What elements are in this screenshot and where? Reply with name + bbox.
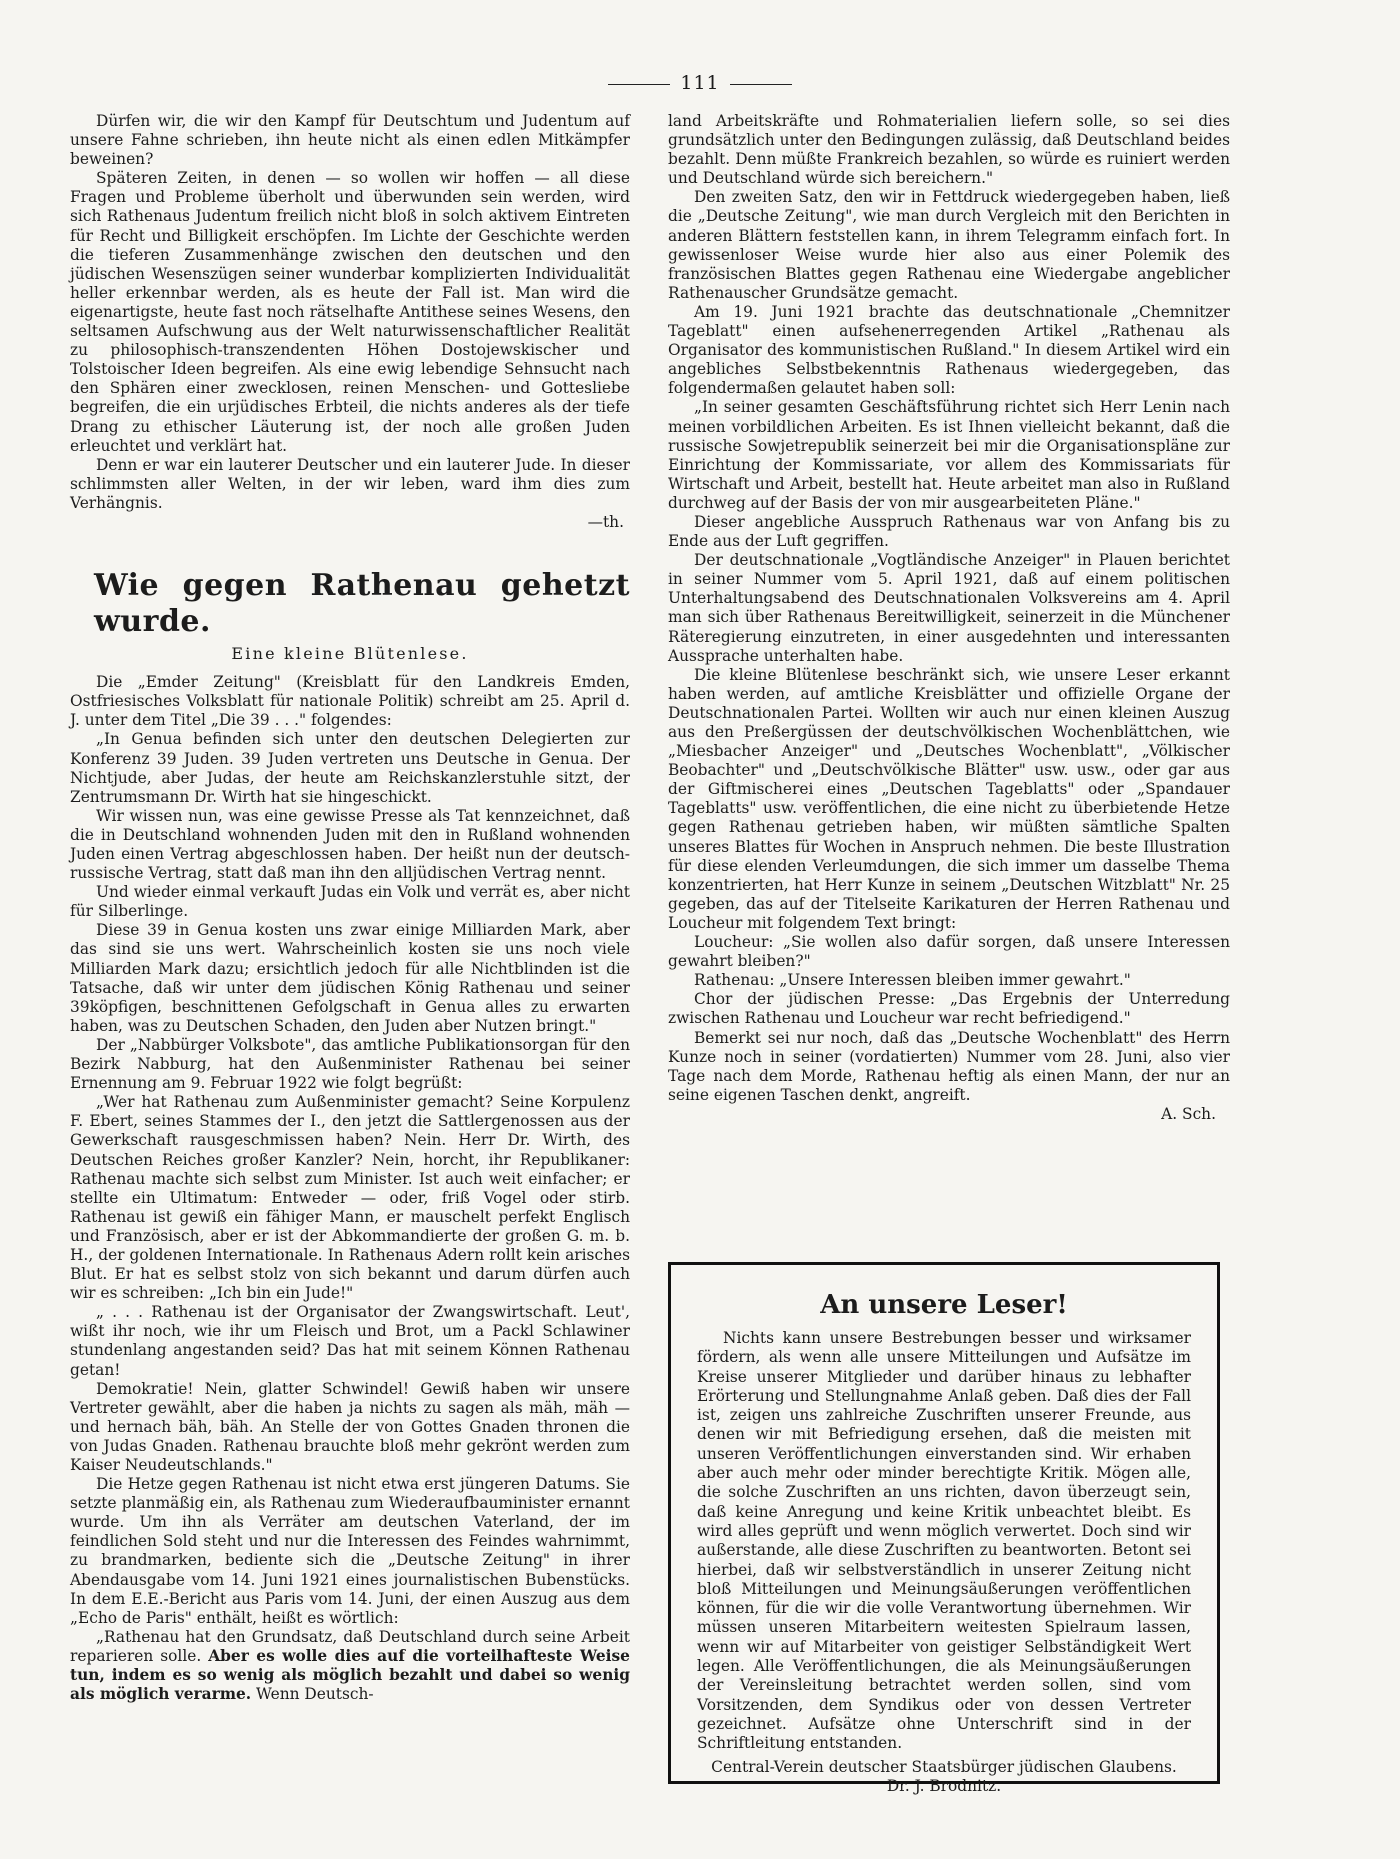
- paragraph: Dürfen wir, die wir den Kampf für Deutschtum und Judentum auf unsere Fahne schrieben, ihn heute nicht als einen edlen Mitkämpfer beweinen?: [70, 112, 630, 169]
- bold-quote-text: Aber es wolle dies auf die vorteilhafteste Weise tun, indem es so wenig als möglich bezahlt und dabei so wenig als möglich verarme.: [70, 1646, 630, 1704]
- quote-paragraph-paris: [70, 1628, 630, 1704]
- quote-paragraph: „Wer hat Rathenau zum Außenminister gemacht? Seine Korpulenz F. Ebert, seines Stammes der I., den jetzt die Sattlergenossen aus der Gewerkschaft rausgeschmissen haben? Nein. Herr Dr. Wirth, des Deutschen Reiches großer Kanzler? Nein, horcht, ihr Republikaner: Rathenau machte sich selbst zum Minister. Ist auch weit einfacher; er stellte ein Ultimatum: Entweder — oder, friß Vogel oder stirb. Rathenau ist gewiß ein fähiger Mann, er mauschelt perfekt Englisch und Französisch, aber er ist der Abkommandierte der großen G. m. b. H., der goldenen Internationale. In Rathenaus Adern rollt kein arisches Blut. Er hat es selbst stolz von sich bekannt und darum dürfen auch wir es schreiben: „Ich bin ein Jude!": [70, 1093, 630, 1303]
- paragraph: Am 19. Juni 1921 brachte das deutschnationale „Chemnitzer Tageblatt" einen aufsehenerregenden Artikel „Rathenau als Organisator des kommunistischen Rußland." In diesem Artikel wird ein angebliches Selbstbekenntnis Rathenaus wiedergegeben, das folgendermaßen gelautet haben soll:: [668, 302, 1230, 398]
- quote-paragraph: Und wieder einmal verkauft Judas ein Volk und verrät es, aber nicht für Silberlinge.: [70, 883, 630, 921]
- notice-body: Nichts kann unsere Bestrebungen besser und wirksamer fördern, als wenn alle unsere Mitteilungen und Aufsätze im Kreise unserer Mitglieder und darüber hinaus zu lebhafter Erörterung und Stellungnahme Anlaß geben. Daß dies der Fall ist, zeigen uns zahlreiche Zuschriften unserer Freunde, aus denen wir mit Befriedigung ersehen, daß die meisten mit unseren Veröffentlichungen einverstanden sind. Wir erhaben aber auch mehr oder minder berechtigte Kritik. Mögen alle, die solche Zuschriften an uns richten, davon überzeugt sein, daß keine Anregung und keine Kritik unbeachtet bleibt. Es wird alles geprüft und wenn möglich verwertet. Doch sind wir außerstande, alle diese Zuschriften zu beantworten. Betont sei hierbei, daß wir selbstverständlich in unserer Zeitung nicht bloß Mitteilungen und Meinungsäußerungen veröffentlichen können, für die wir die volle Verantwortung übernehmen. Wir müssen unseren Mitarbeitern weitesten Spielraum lassen, wenn wir auf Mitarbeiter von geistiger Selbständigkeit Wert legen. Alle Veröffentlichungen, die als Meinungsäußerungen der Vereinsleitung betrachtet werden sollen, sind vom Vorsitzenden, dem Syndikus oder von dessen Vertreter gezeichnet. Aufsätze ohne Unterschrift sind in der Schriftleitung entstanden.: [697, 1329, 1191, 1753]
- paragraph: Die Hetze gegen Rathenau ist nicht etwa erst jüngeren Datums. Sie setzte planmäßig ein, als Rathenau zum Wiederaufbauminister ernannt wurde. Um ihn als Verräter am deutschen Vaterland, der im feindlichen Sold steht und nur die Interessen des Feindes wahrnimmt, zu brandmarken, bediente sich die „Deutsche Zeitung" in ihrer Abendausgabe vom 14. Juni 1921 eines journalistischen Bubenstücks. In dem E.E.-Bericht aus Paris vom 14. Juni, der einen Auszug aus dem „Echo de Paris" enthält, heißt es wörtlich:: [70, 1475, 630, 1627]
- rule-right: [730, 84, 792, 85]
- paragraph: Der „Nabbürger Volksbote", das amtliche Publikationsorgan für den Bezirk Nabburg, hat den Außenminister Rathenau bei seiner Ernennung am 9. Februar 1922 wie folgt begrüßt:: [70, 1035, 630, 1093]
- page-number: 111: [680, 72, 720, 94]
- notice-box: [668, 1262, 1220, 1795]
- quote-continuation: land Arbeitskräfte und Rohmaterialien liefern solle, so sei dies grundsätzlich unter den Bedingungen zulässig, daß Deutschland beides bezahlt. Denn müßte Frankreich bezahlen, so würde es ruiniert werden und Deutschland würde sich bereichern.": [668, 112, 1230, 188]
- signature-th: —th.: [587, 512, 624, 531]
- quote-paragraph: „In Genua befinden sich unter den deutschen Delegierten zur Konferenz 39 Juden. 39 Juden vertreten uns Deutsche in Genua. Der Nichtjude, aber Judas, der heute am Reichskanzlerstuhle sitzt, der Zentrumsmann Dr. Wirth hat sie hingeschickt.: [70, 730, 630, 806]
- dialogue-line: Chor der jüdischen Presse: „Das Ergebnis der Unterredung zwischen Rathenau und Loucheur war recht befriedigend.": [668, 990, 1230, 1028]
- quote-paragraph: „In seiner gesamten Geschäftsführung richtet sich Herr Lenin nach meinen vorbildlichen Arbeiten. Es ist Ihnen vielleicht bekannt, daß die russische Sowjetrepublik seinerzeit bei mir die Organisationspläne zur Einrichtung der Kommissariate, vor allem des Kommissariats für Wirtschaft und Arbeit, bestellt hat. Heute arbeitet man also in Rußland durchweg auf der Basis der von mir ausgearbeiteten Pläne.": [668, 398, 1230, 512]
- paragraph: Dieser angebliche Ausspruch Rathenaus war von Anfang bis zu Ende aus der Luft gegriffen.: [668, 512, 1230, 551]
- article-subheadline: Eine kleine Blütenlese.: [231, 644, 469, 664]
- rule-left: [608, 84, 670, 85]
- spacer: [70, 532, 630, 568]
- notice-organization: Central-Verein deutscher Staatsbürger jüdischen Glaubens.: [711, 1757, 1177, 1776]
- article-headline: Wie gegen Rathenau gehetzt wurde.: [94, 568, 630, 640]
- left-column: [70, 112, 630, 1704]
- page-number-line: [0, 72, 1400, 94]
- paragraph: Der deutschnationale „Vogtländische Anzeiger" in Plauen berichtet in seiner Nummer vom 5. April 1921, daß auf einem politischen Unterhaltungsabend des Deutschnationalen Volksvereins am 4. April man sich über Rathenaus Bereitwilligkeit, seinerzeit in die Münchener Räteregierung einzutreten, in einer ausgedehnten und interessanten Aussprache unterhalten habe.: [668, 551, 1230, 665]
- paragraph: Die kleine Blütenlese beschränkt sich, wie unsere Leser erkannt haben werden, auf amtliche Kreisblätter und offizielle Organe der Deutschnationalen Partei. Wollten wir auch nur einen kleinen Auszug aus den Preßergüssen der deutschvölkischen Wochenblättchen, wie „Miesbacher Anzeiger" und „Deutsches Wochenblatt", „Völkischer Beobachter" und „Deutschvölkische Blätter" usw. usw., oder gar aus der Giftmischerei eines „Deutschen Tageblatts" oder „Spandauer Tageblatts" usw. veröffentlichen, die eine nicht zu überbietende Hetze gegen Rathenau getrieben haben, wir müßten sämtliche Spalten unseres Blattes für Wochen in Anspruch nehmen. Die beste Illustration für diese elenden Verleumdungen, die sich immer um dasselbe Thema konzentrierten, hat Herr Kunze in seinem „Deutschen Witzblatt" Nr. 25 gegeben, das auf der Titelseite Karikaturen der Herren Rathenau und Loucheur mit folgendem Text bringt:: [668, 665, 1230, 932]
- quote-paragraph: Wir wissen nun, was eine gewisse Presse als Tat kennzeichnet, daß die in Deutschland wohnenden Juden mit den in Rußland wohnenden Juden einen Vertrag abgeschlossen haben. Der heißt nun der deutsch-russische Vertrag, statt daß man ihn den alljüdischen Vertrag nennt.: [70, 806, 630, 883]
- quote-text-end: Wenn Deutsch-: [256, 1685, 374, 1704]
- paragraph: Bemerkt sei nur noch, daß das „Deutsche Wochenblatt" des Herrn Kunze noch in seiner (vordatierten) Nummer vom 28. Juni, also vier Tage nach dem Morde, Rathenau heftig als einen Mann, der nur an seine eigenen Taschen denkt, angreift.: [668, 1028, 1230, 1104]
- paragraph: Den zweiten Satz, den wir in Fettdruck wiedergegeben haben, ließ die „Deutsche Zeitung", wie man durch Vergleich mit den Berichten in anderen Blättern feststellen kann, in ihrem Telegramm einfach fort. In gewissenloser Weise wurde hier also aus einer Polemik des französischen Blattes gegen Rathenau eine Wiedergabe angeblicher Rathenauscher Grundsätze gemacht.: [668, 188, 1230, 302]
- notice-title: An unsere Leser!: [820, 1290, 1068, 1320]
- dialogue-line: Rathenau: „Unsere Interessen bleiben immer gewahrt.": [694, 971, 1131, 990]
- right-column: [668, 112, 1230, 1124]
- paragraph: Späteren Zeiten, in denen — so wollen wir hoffen — all diese Fragen und Probleme überholt und überwunden sein werden, wird sich Rathenaus Judentum freilich nicht bloß in solch aktivem Eintreten für Recht und Billigkeit erschöpfen. Im Lichte der Geschichte werden die tieferen Zusammenhänge zwischen den deutschen und den jüdischen Wesenszügen seiner wunderbar komplizierten Individualität heller erkennbar werden, als es heute der Fall ist. Man wird die eigenartigste, heute fast noch rätselhafte Antithese seines Wesens, den seltsamen Aufschwung aus der Welt naturwissenschaftlicher Realität zu philosophisch-transzendenten Höhen Dostojewskischer und Tolstoischer Ideen begreifen. Als eine ewig lebendige Sehnsucht nach den Sphären einer zwecklosen, reinen Menschen- und Gottesliebe begreifen, die ein urjüdisches Erbteil, die nichts anderes als der tiefe Drang zu ethischer Läuterung ist, der noch alle großen Juden erleuchtet und verklärt hat.: [70, 169, 630, 455]
- quote-paragraph: Demokratie! Nein, glatter Schwindel! Gewiß haben wir unsere Vertreter gewählt, aber die haben ja nichts zu sagen als mäh, mäh — und hernach bäh, bäh. An Stelle der von Gottes Gnaden thronen die von Judas Gnaden. Rathenau brauchte bloß mehr gekrönt werden zum Kaiser Neudeutschlands.": [70, 1379, 630, 1474]
- quote-paragraph: Diese 39 in Genua kosten uns zwar einige Milliarden Mark, aber das sind sie uns wert. Wahrscheinlich kosten sie uns noch viele Milliarden Mark dazu; ersichtlich jedoch für alle Nichtblinden ist die Tatsache, daß wir unter dem jüdischen König Rathenau und seiner 39köpfigen, beschnittenen Gefolgschaft in Genua alles zu erwarten haben, was zu Deutschen Schaden, den Juden aber Nutzen bringt.": [70, 921, 630, 1035]
- notice-signer: Dr. J. Brodnitz.: [886, 1776, 1002, 1795]
- signature-a-sch: A. Sch.: [1161, 1104, 1216, 1123]
- quote-text: „Rathenau hat den Grundsatz, daß Deutschland durch seine Arbeit reparieren solle.: [70, 1627, 630, 1665]
- quote-paragraph: „ . . . Rathenau ist der Organisator der Zwangswirtschaft. Leut', wißt ihr noch, wie ihr um Fleisch und Brot, um a Packl Schlawiner stundenlang angestanden seid? Das hat mit seinem Können Rathenau getan!: [70, 1303, 630, 1379]
- dialogue-line: Loucheur: „Sie wollen also dafür sorgen, daß unsere Interessen gewahrt bleiben?": [668, 933, 1230, 971]
- paragraph: Denn er war ein lauterer Deutscher und ein lauterer Jude. In dieser schlimmsten aller Welten, in der wir leben, ward ihm dies zum Verhängnis.: [70, 455, 630, 512]
- paragraph: Die „Emder Zeitung" (Kreisblatt für den Landkreis Emden, Ostfriesisches Volksblatt für nationale Politik) schreibt am 25. April d. J. unter dem Titel „Die 39 . . ." folgendes:: [70, 673, 630, 730]
